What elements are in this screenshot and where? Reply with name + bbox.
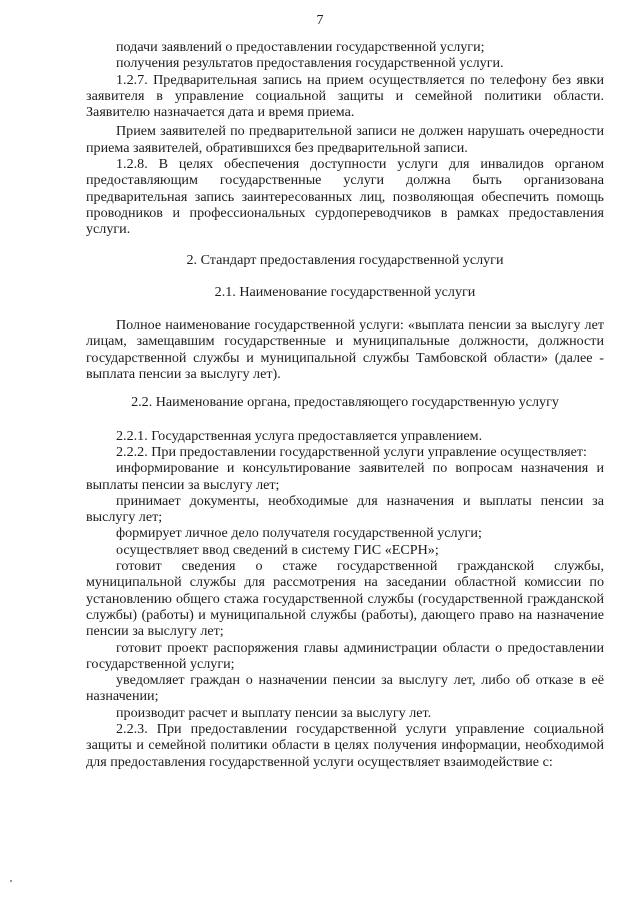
subsection-heading: 2.1. Наименование государственной услуги [214, 283, 476, 300]
list-item: уведомляет граждан о назначении пенсии за выслугу лет, либо об отказе в её назначении; [86, 672, 604, 705]
list-item: готовит сведения о стаже государственной гражданской службы, муниципальной службы для рассмотрения на заседании областной комиссии по установлению общего стажа государственной службы (государственной гражданской службы) (работы) и муниципальной службы (работы), дающего право на назначение пенсии за выслугу лет; [86, 558, 604, 640]
list-item: информирование и консультирование заявителей по вопросам назначения и выплаты пенсии за выслугу лет; [86, 460, 604, 493]
section-heading: 2. Стандарт предоставления государственной услуги [186, 251, 504, 268]
document-body [86, 39, 604, 770]
paragraph: 1.2.7. Предварительная запись на прием осуществляется по телефону без явки заявителя в управление социальной защиты и семейной политики области. Заявителю назначается дата и время приема. [86, 71, 604, 121]
list-item: осуществляет ввод сведений в систему ГИС «ЕСРН»; [116, 541, 439, 558]
paragraph: получения результатов предоставления государственной услуги. [116, 55, 504, 72]
paragraph: 2.2.3. При предоставлении государственной услуги управление социальной защиты и семейной политики области в целях получения информации, необходимой для предоставления государственной услуги осуществляет взаимодействие с: [86, 720, 604, 770]
list-item: производит расчет и выплату пенсии за выслугу лет. [116, 704, 432, 721]
paragraph: 1.2.8. В целях обеспечения доступности услуги для инвалидов органом предоставляющим государственные услуги должна быть организована предварительная запись заинтересованных лиц, позволяющая обеспечить помощь проводников и профессиональных сурдопереводчиков в рамках предоставления услуги. [86, 156, 604, 238]
list-item: принимает документы, необходимые для назначения и выплаты пенсии за выслугу лет; [86, 492, 604, 526]
scan-speck [10, 880, 12, 882]
list-item: готовит проект распоряжения главы администрации области о предоставлении государственной услуги; [86, 639, 604, 672]
paragraph: Прием заявителей по предварительной записи не должен нарушать очередности приема заявителей, обратившихся без предварительной записи. [86, 123, 604, 156]
paragraph: 2.2.2. При предоставлении государственной услуги управление осуществляет: [116, 443, 587, 460]
paragraph: Полное наименование государственной услуги: «выплата пенсии за выслугу лет лицам, замещавшим государственные и муниципальные должности, должности государственной службы и муниципальной службы Тамбовской области» (далее - выплата пенсии за выслугу лет). [86, 317, 604, 383]
page-number: 7 [316, 13, 324, 28]
paragraph: 2.2.1. Государственная услуга предоставляется управлением. [116, 427, 483, 444]
subsection-heading: 2.2. Наименование органа, предоставляющего государственную услугу [131, 394, 559, 411]
list-item: формирует личное дело получателя государственной услуги; [116, 525, 482, 542]
paragraph: подачи заявлений о предоставлении государственной услуги; [116, 39, 485, 55]
